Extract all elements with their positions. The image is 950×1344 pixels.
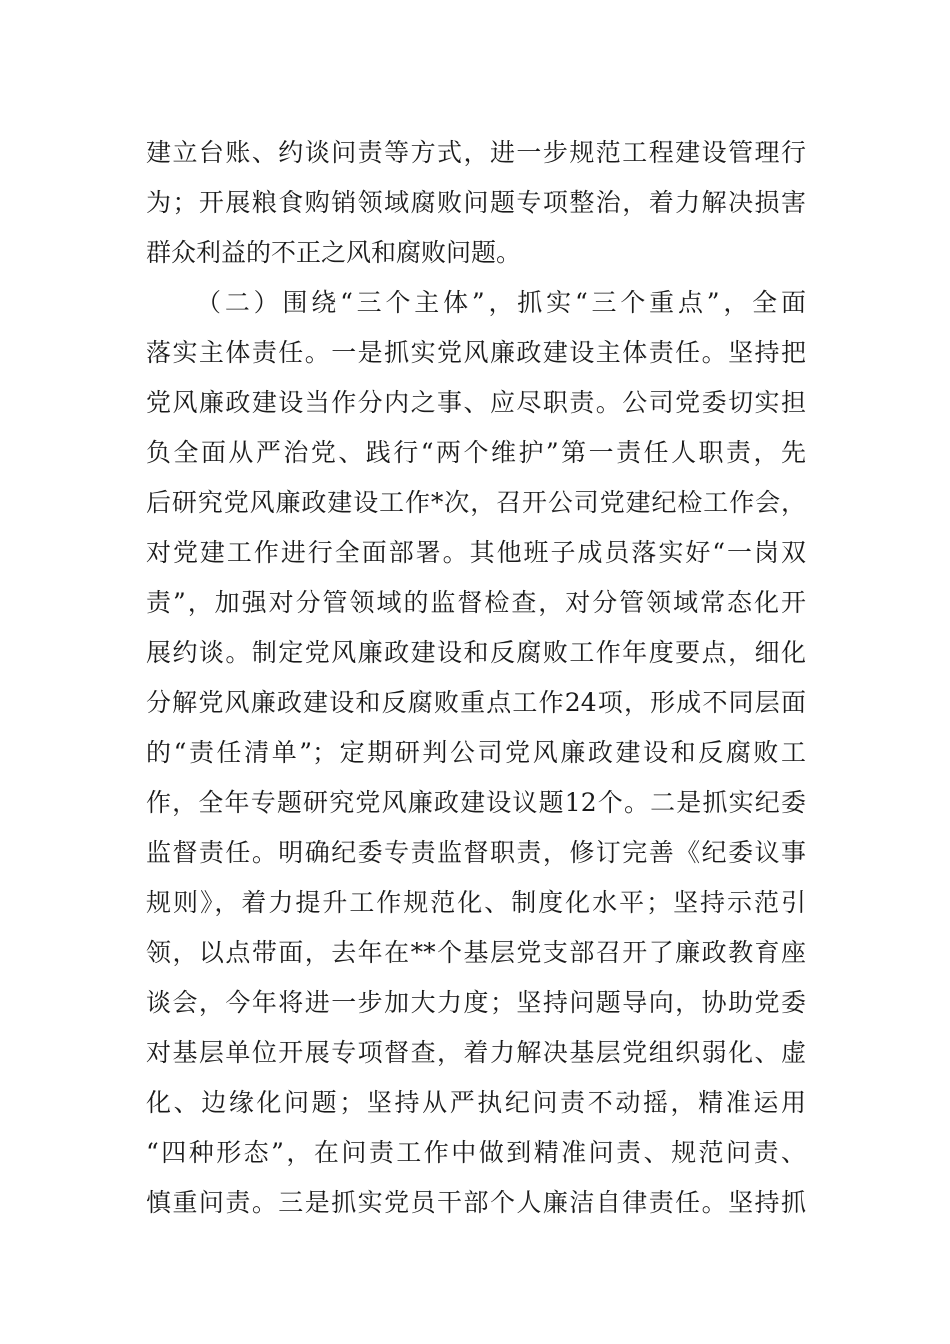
paragraph-line: （二）围绕“三个主体”，抓实“三个重点”，全面 xyxy=(196,288,806,317)
paragraph-line: 领，以点带面，去年在**个基层党支部召开了廉政教育座 xyxy=(146,938,806,967)
paragraph-line: 分解党风廉政建设和反腐败重点工作24项，形成不同层面 xyxy=(146,688,806,717)
paragraph-line: 党风廉政建设当作分内之事、应尽职责。公司党委切实担 xyxy=(146,388,806,417)
paragraph-line: 为；开展粮食购销领域腐败问题专项整治，着力解决损害 xyxy=(146,188,806,217)
paragraph-line: 对党建工作进行全面部署。其他班子成员落实好“一岗双 xyxy=(146,538,806,567)
paragraph-line: 监督责任。明确纪委专责监督职责，修订完善《纪委议事 xyxy=(146,838,806,867)
paragraph-line: 群众利益的不正之风和腐败问题。 xyxy=(146,238,522,267)
paragraph-line: 建立台账、约谈问责等方式，进一步规范工程建设管理行 xyxy=(146,138,806,167)
paragraph-line: 规则》，着力提升工作规范化、制度化水平；坚持示范引 xyxy=(146,888,806,917)
body-text xyxy=(146,128,806,1228)
paragraph-line: 的“责任清单”；定期研判公司党风廉政建设和反腐败工 xyxy=(146,738,806,767)
paragraph-line: 作，全年专题研究党风廉政建设议题12个。二是抓实纪委 xyxy=(146,788,806,817)
paragraph-line: 慎重问责。三是抓实党员干部个人廉洁自律责任。坚持抓 xyxy=(146,1188,806,1217)
paragraph-line: 谈会，今年将进一步加大力度；坚持问题导向，协助党委 xyxy=(146,988,806,1017)
paragraph-line: 化、边缘化问题；坚持从严执纪问责不动摇，精准运用 xyxy=(146,1088,806,1117)
paragraph-line: 后研究党风廉政建设工作*次，召开公司党建纪检工作会， xyxy=(146,488,806,517)
paragraph-line: “四种形态”，在问责工作中做到精准问责、规范问责、 xyxy=(146,1138,806,1167)
paragraph-line: 落实主体责任。一是抓实党风廉政建设主体责任。坚持把 xyxy=(146,338,806,367)
paragraph-line: 负全面从严治党、践行“两个维护”第一责任人职责，先 xyxy=(146,438,806,467)
paragraph-line: 展约谈。制定党风廉政建设和反腐败工作年度要点，细化 xyxy=(146,638,806,667)
paragraph-line: 对基层单位开展专项督查，着力解决基层党组织弱化、虚 xyxy=(146,1038,806,1067)
paragraph-line: 责”，加强对分管领域的监督检查，对分管领域常态化开 xyxy=(146,588,806,617)
